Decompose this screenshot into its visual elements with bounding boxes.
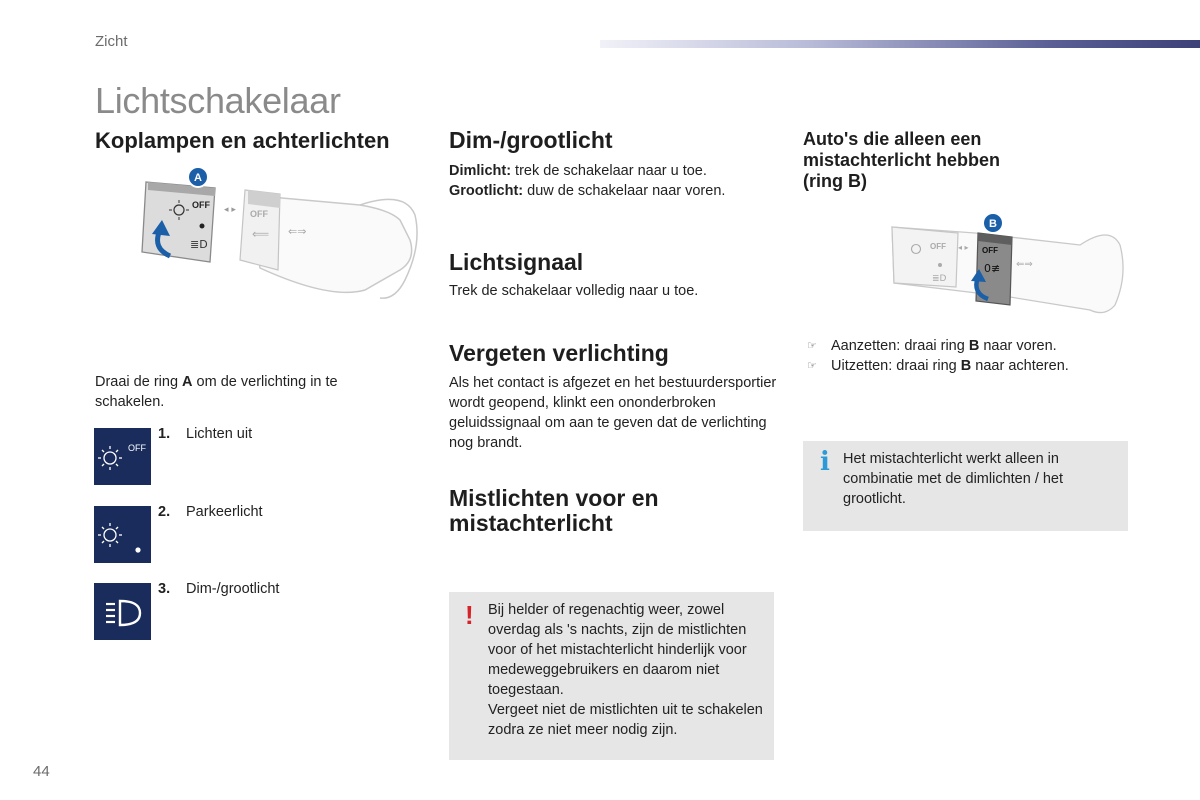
rear-fog-info-box	[803, 441, 1128, 531]
svg-text:⇐⇒: ⇐⇒	[288, 225, 307, 238]
svg-text:≣D: ≣D	[190, 238, 208, 251]
parking-light-icon	[94, 506, 151, 563]
item-number-3: 3.	[158, 581, 171, 597]
bullet-turn-on: ☞ Aanzetten: draai ring B naar voren.	[807, 338, 1057, 354]
heading-fog-lights: Mistlichten voor en mistachterlicht	[449, 485, 659, 536]
pointing-hand-icon: ☞	[807, 340, 817, 352]
info-icon: i	[820, 447, 830, 477]
ring-label-off-2: OFF	[250, 209, 268, 219]
ring-label-off-1: OFF	[192, 200, 210, 210]
pointing-hand-icon: ☞	[807, 360, 817, 372]
heading-headlights: Koplampen en achterlichten	[95, 128, 390, 153]
svg-text:⇐⇒: ⇐⇒	[1016, 259, 1033, 270]
svg-text:OFF: OFF	[128, 443, 146, 453]
page-number: 44	[33, 763, 50, 780]
item-label-lights-off: Lichten uit	[186, 426, 253, 442]
header-gradient-bar	[600, 40, 1200, 48]
heading-light-signal: Lichtsignaal	[449, 249, 584, 275]
svg-text:⟸: ⟸	[252, 227, 270, 241]
page-title: Lichtschakelaar	[95, 80, 341, 121]
low-beam-icon	[94, 583, 151, 640]
svg-text:◂ ▸: ◂ ▸	[958, 243, 969, 252]
light-switch-ring-a-illustration	[130, 160, 420, 320]
light-signal-text: Trek de schakelaar volledig naar u toe.	[449, 283, 699, 299]
ring-b-label-off-2: OFF	[982, 246, 998, 255]
dim-high-beam-text: Dimlicht: trek de schakelaar naar u toe. Grootlicht: duw de schakelaar naar voren.	[449, 163, 726, 199]
item-label-dim-high-beam: Dim-/grootlicht	[186, 581, 280, 597]
item-number-1: 1.	[158, 426, 171, 442]
ring-b-label-off-1: OFF	[930, 242, 946, 251]
item-number-2: 2.	[158, 504, 171, 520]
svg-text:◂ ▸: ◂ ▸	[224, 205, 236, 215]
section-label: Zicht	[95, 33, 128, 50]
rear-fog-bullets	[803, 336, 1123, 376]
rear-fog-ring-b-illustration	[880, 205, 1130, 320]
ring-b-badge: B	[989, 218, 997, 230]
info-text: Het mistachterlicht werkt alleen in combinatie met de dimlichten / het grootlicht.	[843, 451, 1064, 507]
ring-a-intro: Draai de ring A om de verlichting in te schakelen.	[95, 374, 338, 410]
heading-rear-fog-only: Auto's die alleen een mistachterlicht hebben (ring B)	[803, 129, 1001, 191]
forgotten-lights-text: Als het contact is afgezet en het bestuurdersportier wordt geopend, klinkt een ononderbroken geluidssignaal om aan te geven dat de verlichting nog brandt.	[449, 375, 777, 451]
fog-light-warning-box	[449, 592, 774, 760]
svg-text:≣D: ≣D	[932, 274, 947, 284]
ring-a-badge: A	[194, 172, 202, 184]
heading-dim-high-beam: Dim-/grootlicht	[449, 127, 613, 153]
bullet-turn-off: ☞ Uitzetten: draai ring B naar achteren.	[807, 358, 1069, 374]
warning-icon: !	[465, 600, 474, 630]
heading-forgotten-lights: Vergeten verlichting	[449, 340, 669, 366]
warning-text: Bij helder of regenachtig weer, zowel overdag als 's nachts, zijn de mistlichten voor of het mistachterlicht hinderlijk voor medeweggebruikers en daarom niet toegestaan. Vergeet niet de mistlichten uit te schakelen zodra ze niet meer nodig zijn.	[488, 602, 763, 738]
lights-off-icon	[94, 428, 151, 485]
svg-text:0≢: 0≢	[984, 262, 1001, 275]
item-label-parking-light: Parkeerlicht	[186, 504, 263, 520]
